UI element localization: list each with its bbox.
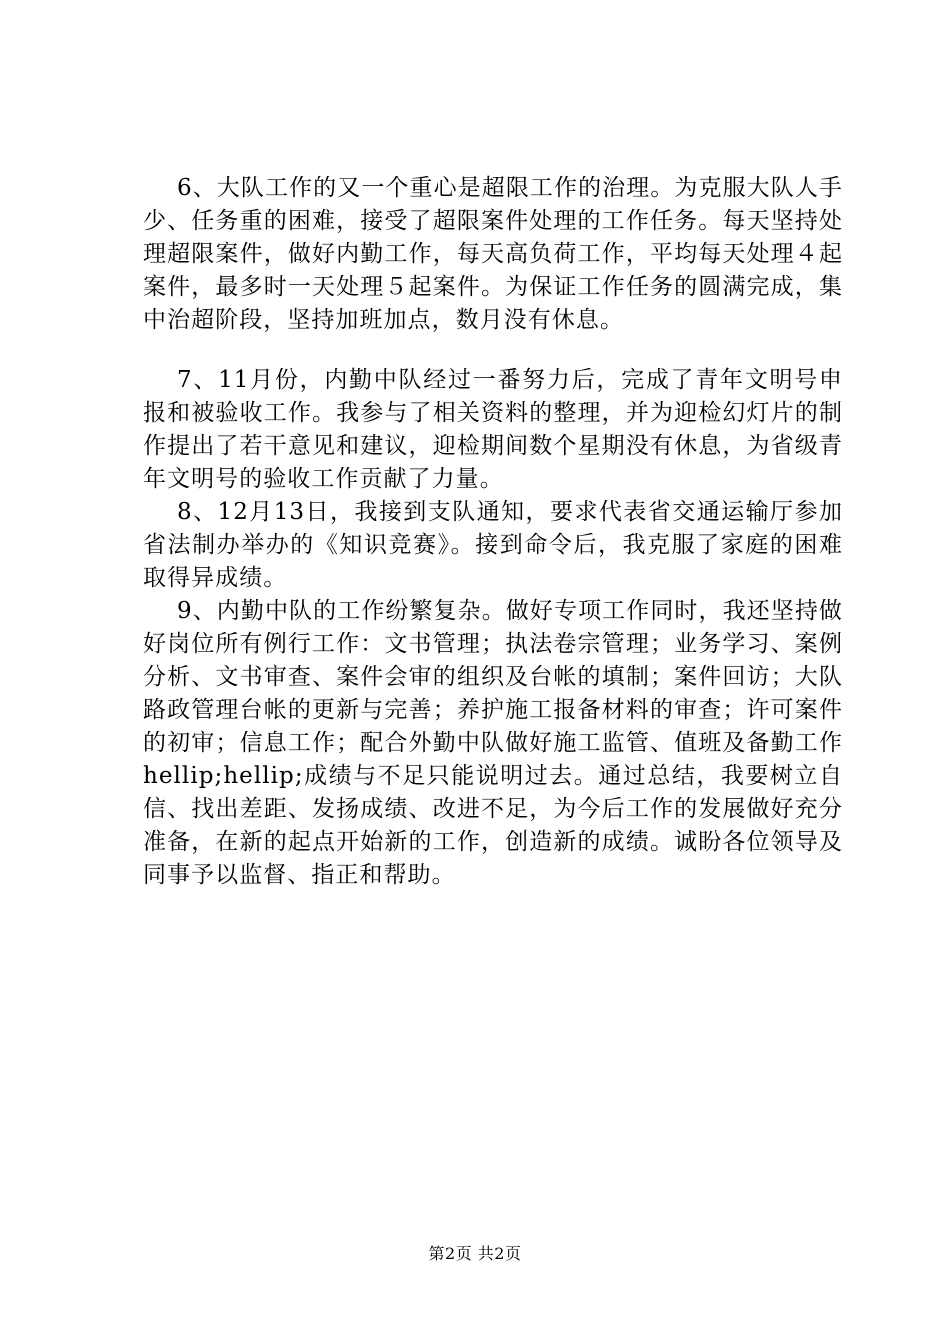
paragraph-7: 7、11月份，内勤中队经过一番努力后，完成了青年文明号申报和被验收工作。我参与了相关资料的整理，并为迎检幻灯片的制作提出了若干意见和建议，迎检期间数个星期没有休息，为省级青年文明号的验收工作贡献了力量。	[143, 367, 843, 492]
paragraph-6: 6、大队工作的又一个重心是超限工作的治理。为克服大队人手少、任务重的困难，接受了超限案件处理的工作任务。每天坚持处理超限案件，做好内勤工作，每天高负荷工作，平均每天处理４起案件，最多时一天处理５起案件。为保证工作任务的圆满完成，集中治超阶段，坚持加班加点，数月没有休息。	[143, 175, 843, 333]
document-body	[143, 172, 843, 892]
page-number-footer: 第2页 共2页	[428, 1244, 522, 1263]
paragraph-8: 8、12月13日，我接到支队通知，要求代表省交通运输厅参加省法制办举办的《知识竞赛》。接到命令后，我克服了家庭的困难取得异成绩。	[143, 499, 843, 591]
paragraph-9: 9、内勤中队的工作纷繁复杂。做好专项工作同时，我还坚持做好岗位所有例行工作：文书管理；执法卷宗管理；业务学习、案例分析、文书审查、案件会审的组织及台帐的填制；案件回访；大队路政管理台帐的更新与完善；养护施工报备材料的审查；许可案件的初审；信息工作；配合外勤中队做好施工监管、值班及备勤工作hellip;hellip;成绩与不足只能说明过去。通过总结，我要树立自信、找出差距、发扬成绩、改进不足，为今后工作的发展做好充分准备，在新的起点开始新的工作，创造新的成绩。诚盼各位领导及同事予以监督、指正和帮助。	[143, 598, 843, 888]
